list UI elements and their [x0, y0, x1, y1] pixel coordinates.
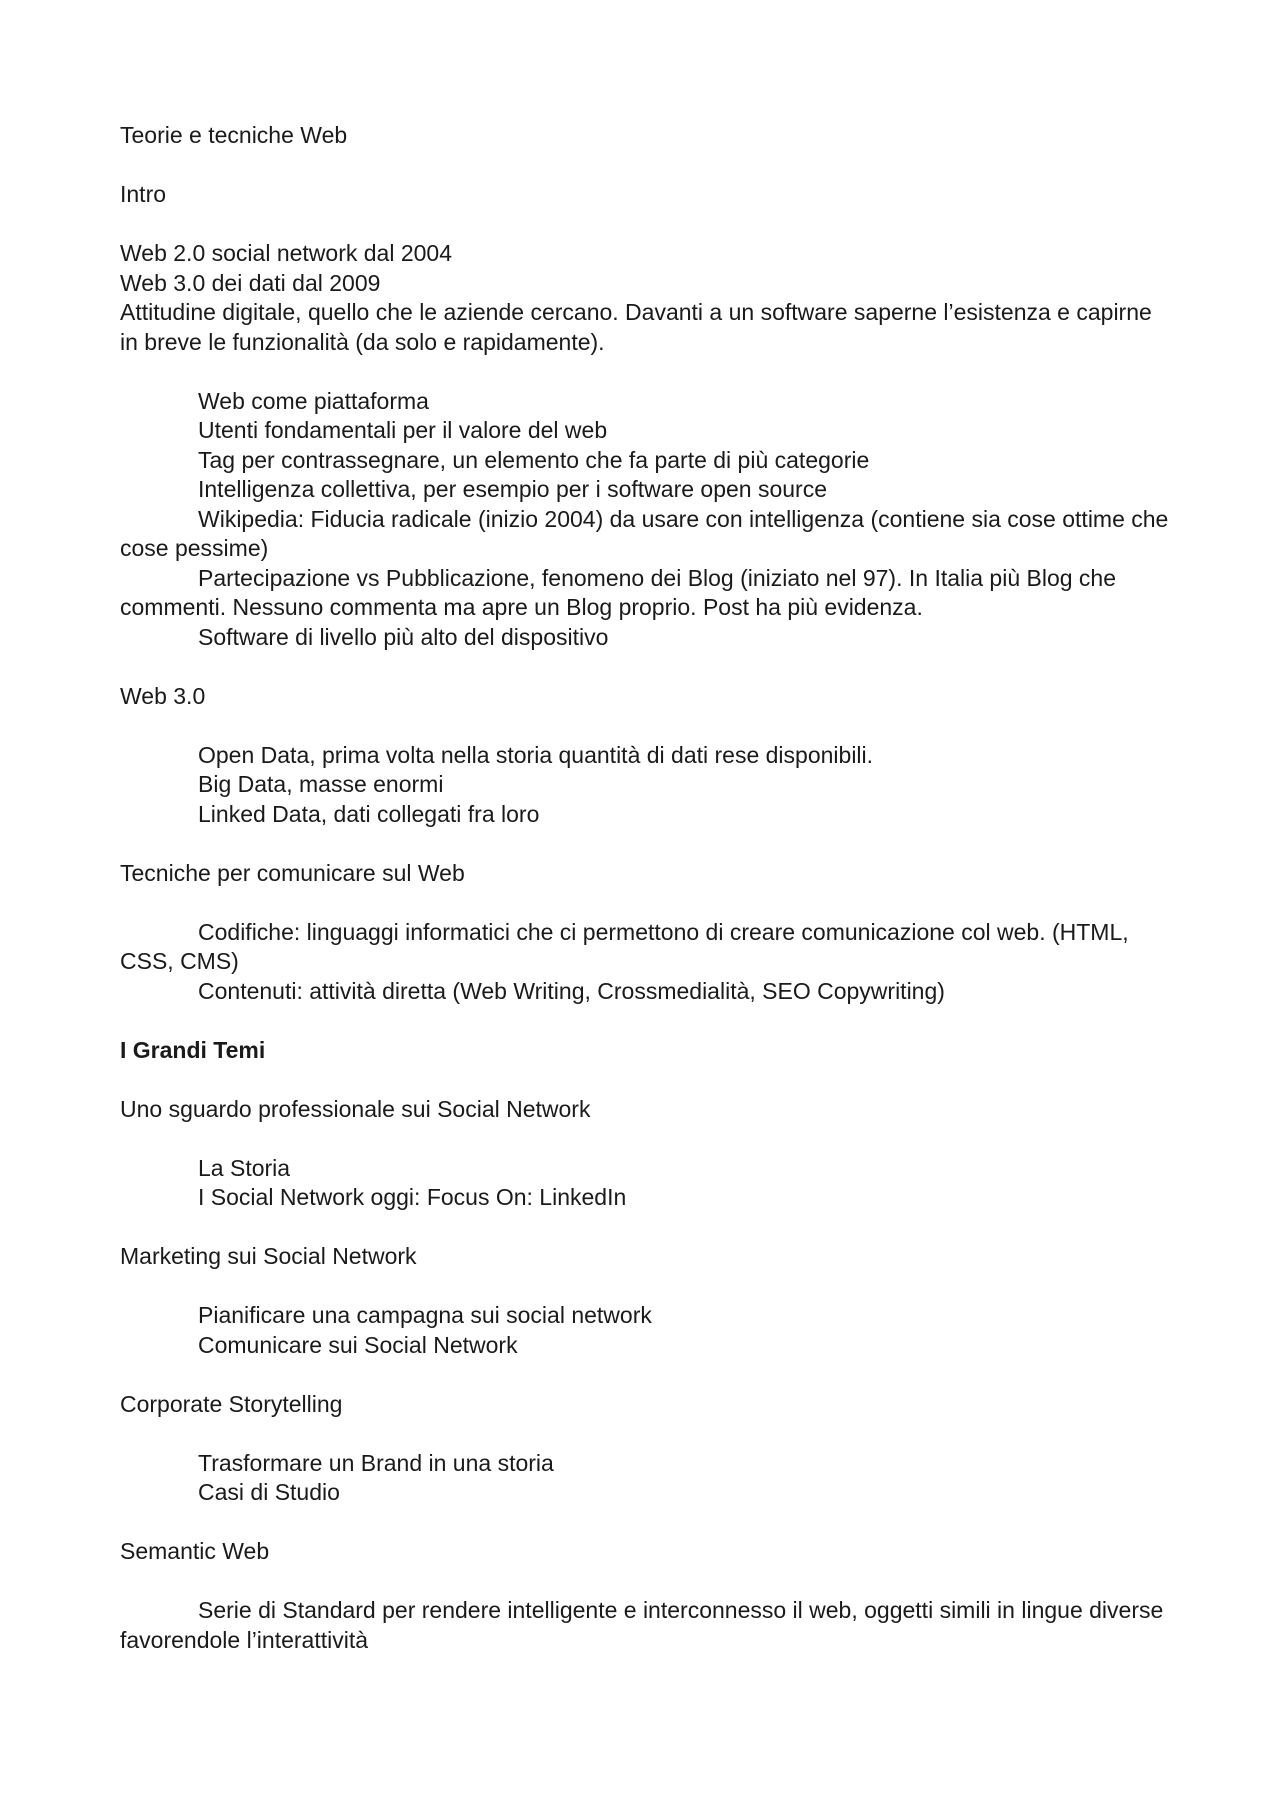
web2-point: Utenti fondamentali per il valore del web — [198, 417, 608, 443]
web2-point: Web come piattaforma — [198, 387, 429, 414]
marketing-point: Pianificare una campagna sui social network — [198, 1302, 652, 1328]
web2-point: Intelligenza collettiva, per esempio per i software open source — [198, 476, 828, 502]
tecniche-heading: Tecniche per comunicare sul Web — [120, 859, 465, 886]
web2-point: Tag per contrassegnare, un elemento che fa parte di più categorie — [198, 446, 870, 473]
grandi-temi-heading: I Grandi Temi — [120, 1036, 266, 1063]
document-title: Teorie e tecniche Web — [120, 122, 348, 148]
document-body — [120, 121, 1170, 1655]
social-point: La Storia — [198, 1154, 291, 1181]
semantic-heading: Semantic Web — [120, 1538, 270, 1564]
marketing-point: Comunicare sui Social Network — [198, 1331, 518, 1358]
web2-point: Wikipedia: Fiducia radicale (inizio 2004) da usare con intelligenza (contiene sia cose ottime che cose pessime) — [120, 505, 1169, 561]
web3-point: Big Data, masse enormi — [198, 771, 444, 797]
web2-point: Software di livello più alto del dispositivo — [198, 623, 609, 650]
marketing-heading: Marketing sui Social Network — [120, 1243, 417, 1269]
web3-point: Open Data, prima volta nella storia quantità di dati rese disponibili. — [198, 741, 874, 768]
social-heading: Uno sguardo professionale sui Social Network — [120, 1095, 591, 1122]
storytelling-point: Trasformare un Brand in una storia — [198, 1449, 554, 1476]
intro-line: Web 3.0 dei dati dal 2009 — [120, 269, 381, 296]
storytelling-heading: Corporate Storytelling — [120, 1390, 343, 1417]
web3-point: Linked Data, dati collegati fra loro — [198, 800, 540, 827]
intro-heading: Intro — [120, 181, 167, 207]
tecniche-point: Contenuti: attività diretta (Web Writing, Crossmedialità, SEO Copywriting) — [198, 977, 945, 1004]
intro-line: Attitudine digitale, quello che le aziende cercano. Davanti a un software saperne l’esistenza e capirne in breve le funzionalità (da solo e rapidamente). — [120, 299, 1152, 355]
social-point: I Social Network oggi: Focus On: LinkedIn — [198, 1184, 627, 1210]
web2-point: Partecipazione vs Pubblicazione, fenomeno dei Blog (iniziato nel 97). In Italia più Blog che commenti. Nessuno commenta ma apre un Blog proprio. Post ha più evidenza. — [120, 564, 1117, 620]
tecniche-point: Codifiche: linguaggi informatici che ci permettono di creare comunicazione col web. (HTML, CSS, CMS) — [120, 918, 1129, 974]
web3-heading: Web 3.0 — [120, 682, 206, 709]
semantic-point: Serie di Standard per rendere intelligente e interconnesso il web, oggetti simili in lingue diverse favorendole l’interattività — [120, 1597, 1164, 1653]
storytelling-point: Casi di Studio — [198, 1479, 340, 1505]
intro-line: Web 2.0 social network dal 2004 — [120, 240, 452, 266]
